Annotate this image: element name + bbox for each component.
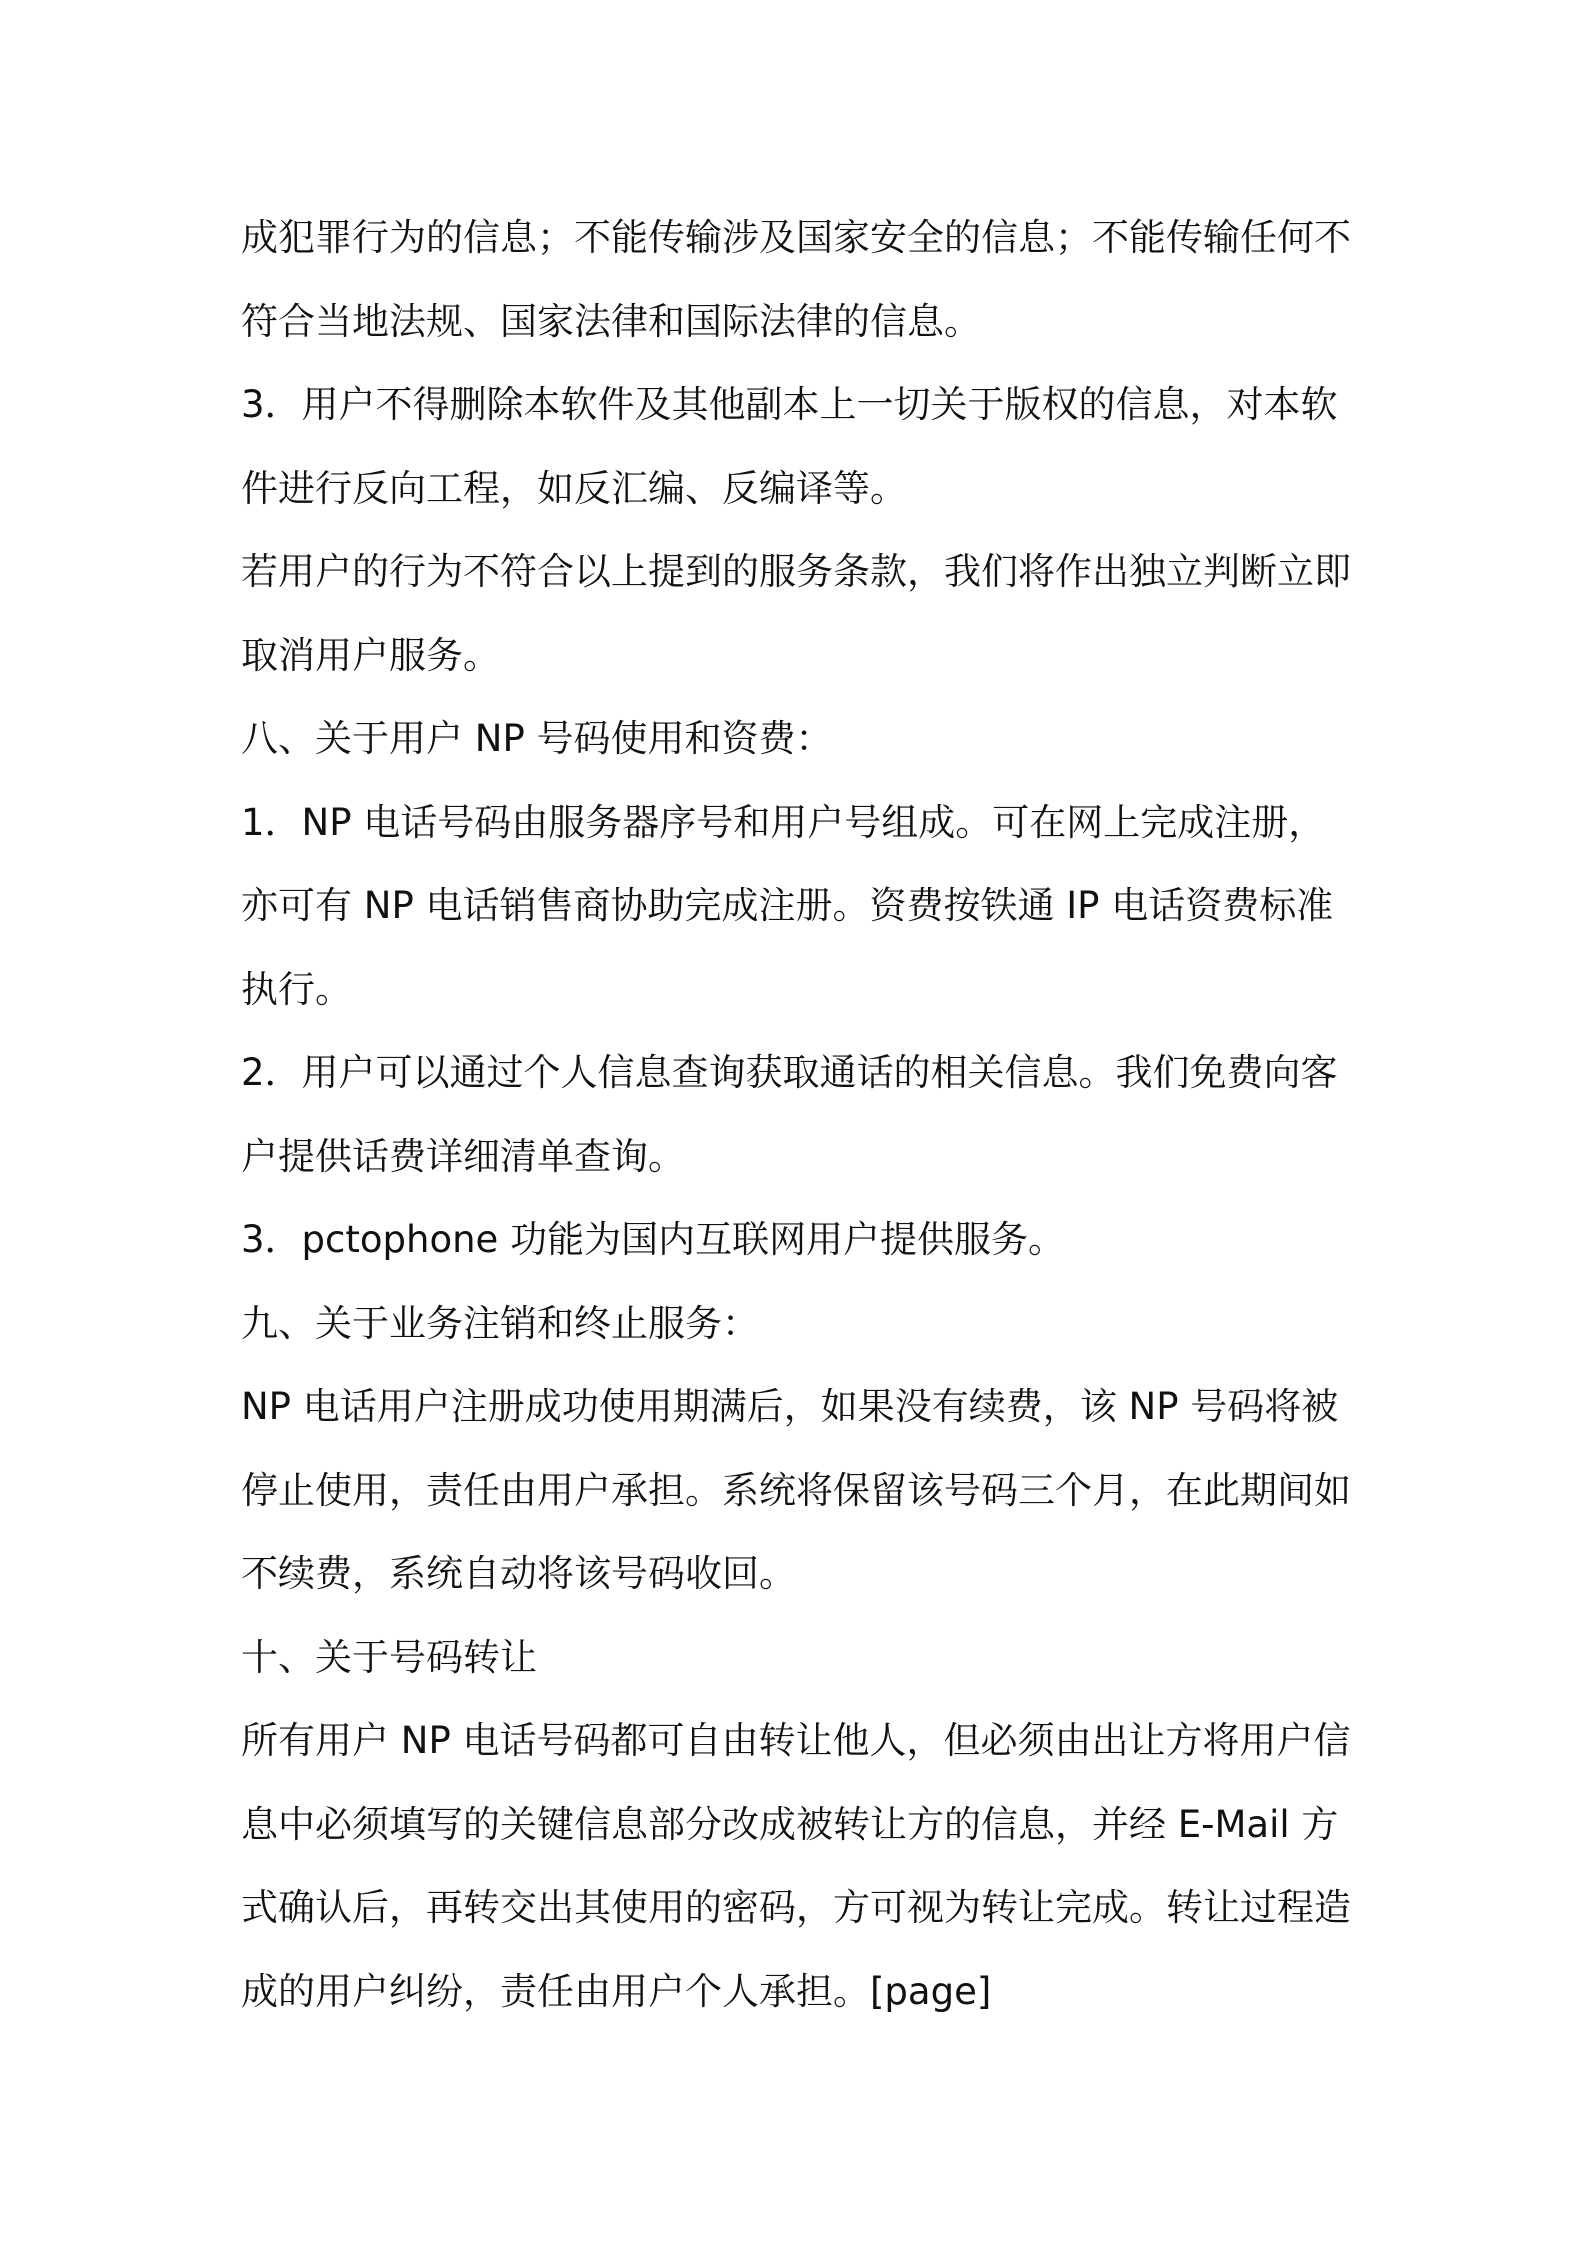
text-line: 执行。 [241, 967, 352, 1011]
section-heading: 八、关于用户 NP 号码使用和资费： [241, 717, 833, 760]
text-line: 成的用户纠纷，责任由用户个人承担。[page] [241, 1969, 992, 2013]
text-line: 户提供话费详细清单查询。 [241, 1134, 685, 1178]
text-line: 若用户的行为不符合以上提到的服务条款，我们将作出独立判断立即 [241, 550, 1351, 593]
text-line: 取消用户服务。 [241, 633, 500, 677]
text-line: 件进行反向工程，如反汇编、反编译等。 [241, 466, 907, 510]
text-line: 3．pctophone 功能为国内互联网用户提供服务。 [241, 1218, 1066, 1261]
text-line: 息中必须填写的关键信息部分改成被转让方的信息，并经 E-Mail 方 [241, 1802, 1339, 1846]
text-line: 不续费，系统自动将该号码收回。 [241, 1552, 796, 1595]
section-heading: 九、关于业务注销和终止服务： [241, 1301, 759, 1345]
text-line: 亦可有 NP 电话销售商协助完成注册。资费按铁通 IP 电话资费标准 [241, 884, 1334, 927]
text-line: NP 电话用户注册成功使用期满后，如果没有续费，该 NP 号码将被 [241, 1385, 1339, 1428]
text-line: 2．用户可以通过个人信息查询获取通话的相关信息。我们免费向客 [241, 1051, 1338, 1094]
text-line: 符合当地法规、国家法律和国际法律的信息。 [241, 299, 981, 343]
text-line: 所有用户 NP 电话号码都可自由转让他人，但必须由出让方将用户信 [241, 1719, 1351, 1762]
document-body [241, 196, 1361, 2033]
text-line: 停止使用，责任由用户承担。系统将保留该号码三个月，在此期间如 [241, 1468, 1351, 1512]
text-line: 成犯罪行为的信息；不能传输涉及国家安全的信息；不能传输任何不 [241, 216, 1351, 259]
text-line: 3．用户不得删除本软件及其他副本上一切关于版权的信息，对本软 [241, 383, 1338, 426]
text-line: 式确认后，再转交出其使用的密码，方可视为转让完成。转让过程造 [241, 1886, 1351, 1929]
text-line: 1．NP 电话号码由服务器序号和用户号组成。可在网上完成注册， [241, 800, 1326, 844]
section-heading: 十、关于号码转让 [241, 1635, 537, 1679]
